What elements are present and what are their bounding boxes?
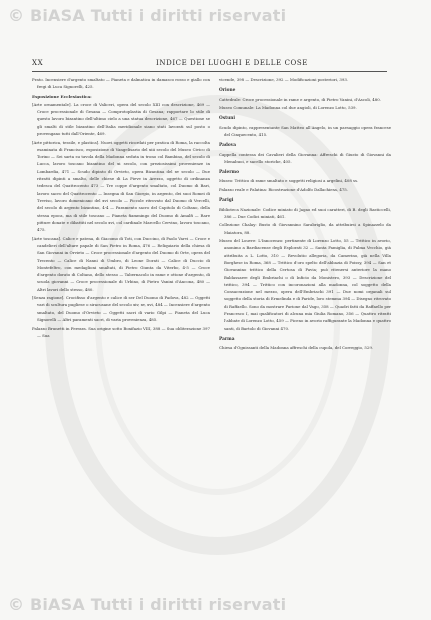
left-column	[32, 76, 210, 340]
index-entry: Prato. Incensiere d'argento smaltato — Pianeta e dalmatica in damasco rosso e giallo con fregi di Luca Signorelli, 425.	[32, 77, 210, 90]
index-entry: Museo Comunale: La Madonna col due angioli, di Lorenzo Lotto, 539.	[219, 105, 357, 111]
index-place-heading: Ostuni	[219, 116, 236, 122]
index-entry: Cappella contessa dei Cavalieri della Giovanna: Affreschi di Giusto di Giovanni da Menabuoi, e sacello storiche, 405.	[219, 151, 391, 164]
running-header	[32, 59, 387, 72]
index-entry: Museo: Trittico di rame smaltato e soggetti religiosi a argelini, 408 ss.	[219, 178, 359, 184]
index-entry: Palazzo reale e Palatina: Ricostruzione d'Adolfo Dallachiesa, 475.	[219, 186, 349, 192]
index-entry: Cattedrale: Croce processionale in rame e argento, di Pietro Vanini, d'Ascoli, 480.	[219, 96, 381, 102]
index-entry: [Senza ragione]. Crocifisso d'argento e calice di ser Del Duomo di Padova, 482 — Oggetti vari di scultura pugliese o siracusane del secolo xiv, xv, xvi, 484 — Incensiere d'argento smaltato, del Duomo d'Orvieto — Oggetti sacri di vario Gilpi — Pianeta del Luca Signorelli — Altri paramenti sacri, di varia provenienza, 485.	[32, 295, 210, 323]
index-entry: [Arte ornamentale]. La croce di Valiceri, opera del secolo XIII con descrizione, 469 — Croce processionale di Gesana — Comprotoplastia di Gesana; rapportare lo stile di questo lavoro bizantino dell'ultimo cielo a una statua descrizione, 467 — Questione se gli smalti di stile bizantino dell'Italia meridionale siano stati lavorati sul posto o provengano tutti dall'Oriente, 469.	[32, 101, 210, 137]
index-entry: Chiesa d'Ognissanti della Madonna affreschi della cupola, del Correggio, 529.	[219, 345, 374, 351]
index-entry: Palazzo Brunetti in Ferrara. Sua origine sotto Bonifazio VIII, 388 — Sua obliterazione 397 — Sua	[32, 325, 210, 338]
copyright-watermark-top: © BiASA Tutti i diritti riservati	[8, 6, 287, 25]
index-place-heading: Parma	[219, 336, 235, 342]
page-title: INDICE DEI LUOGHI E DELLE COSE	[156, 59, 308, 67]
index-place-heading: Orione	[219, 88, 236, 94]
index-entry: vicende, 398 — Descrizione, 392 — Modificazioni posteriori, 393.	[219, 77, 349, 82]
index-subheading: Esposizione Ecclesiastica:	[32, 93, 92, 99]
index-place-heading: Palermo	[219, 170, 239, 176]
index-entry: Museo del Louvre: L'Innocenzo: pertinente di Lorenzo Lotto, 55 — Trittico in avorio, anonimo a Bardiacense degli Esplorati 32 — Santa Famiglia, di Palma Vecchio, già attribuita a L. Lotto, 310 — Revolutio allegoria, da Camerino, già nella Villa Borghese in Roma, 368 — Trittico d'oro spelto dell'abbazia di Poissy, 394 — San et Giovannino trittico della Certosa di Pavia; può ritenersi anteriore la mano Baldassarre degli Embriachi o di Inficio da Monistero, 393 — Descrizione del trittico, 394 — Trittico con incoronazioni alla madonna, col soggetto della Consacrazione nel mezzo, opera dell'Embriachi 391 — Due nomi organali sul soggetto della storia di Ermelinda e di Paride, loro stemma 394 — Disegno ritrovato di Raffaello. Sono da mostrare Parione dal Vago, 358 — Quadri fatti da Raffaello per Francesco I, mai qualificatori di alcuna mia Giulia Romano, 356 — Quattro ritratti l'abbate di Lorenzo Lotto, 459 — Piceno in avorio raffigurante la Madonna e quattro santi, di Bartolo di Giovanni 470.	[219, 238, 391, 331]
index-entry: Biblioteca Nazionale: Codice miniato di Jagao ed suoi caratteri, di B. degli Rasticcelli, 386 — Due Codici miniati, 461.	[219, 206, 391, 219]
index-entry: Collezione Chalay: Busto di Giovannino Sarabriglio, da attribuirsi a Spinazzelo da Maiatora, 88.	[219, 222, 391, 235]
copyright-watermark-bottom: © BiASA Tutti i diritti riservati	[8, 595, 287, 614]
index-entry: [Arte toscana]. Calice e patena, di Giacomo di Toti, con Duccino, di Paolo Varvi — Croce e candelieri dell'altare papale di San Pietro in Roma, 476 — Reliquiario della chiesa di San Giovanni in Orvieto — Croce processionale d'argento del Duomo di Orte, opera del Trecento — Calice di Nanni di Umbro, di Leone Dorati — Calice di Duccio di Montefeltro, con medaglioni smaltati, di Pietro Giunta da Viterbo, 4-5 — Croce d'argento dorato di Coltano, dello stesso — Tabernacolo in rame e ottone d'argento, di scuola giovanni — Croce processionale di Urbino, di Pietro Vanini d'Ancona, 480 — Altri lavori dello stesso, 480.	[32, 235, 210, 292]
index-entry: [Arte pittorica, tessile, e plastica]. Nuovi oggetti ricordati per pratica di Roma, la raccolta esaminata di Francisco, esposizione di Vangelisario del xiii secolo del Museo Civico di Torino — Sei sarta su tavola della Madonna seduta in trono col Bambino, del secolo di Lucca, lavoro toscano bizantino del xi secolo, con preziosissimi provenienze in Lombardia, 471 — Scudo dipinto di Orvieto, opera Bizantina del xv secolo — Due ritratti dipinti a smalto, delle chiese di La Pieve in Arezzo, oggetto di ordinanza tedesca del Quattrocento 473 — Tre coppe d'argento smaltato, col Duomo di Bari, lavoro sacro del Quattrocento — Insegna di San Giorgio, in argento, dei suoi Romei di Treviso, lavoro domenicano del xvi secolo — Piccole ritrovato dal Duomo di Vercelli, del secolo di argento bizantino, 4-4 — Paramento sacro del Capitolo di Coltano, della stessa epoca, ma di stile toscano — Pianeta fiammingo del Duomo di Amalfi — Rare pitture donate e dibattiti nel secolo xvi, col cardinale Marcello Cervino, lavoro toscano, 475.	[32, 139, 210, 233]
index-entry: Scudo dipinto, rappresentante San Matteo all'Angelo, in un paesaggio opera francese del Cinquecento, 415.	[219, 124, 391, 137]
index-place-heading: Parigi	[219, 198, 234, 204]
index-place-heading: Padova	[219, 143, 237, 149]
right-column	[219, 76, 391, 353]
page-number: XX	[32, 59, 44, 67]
